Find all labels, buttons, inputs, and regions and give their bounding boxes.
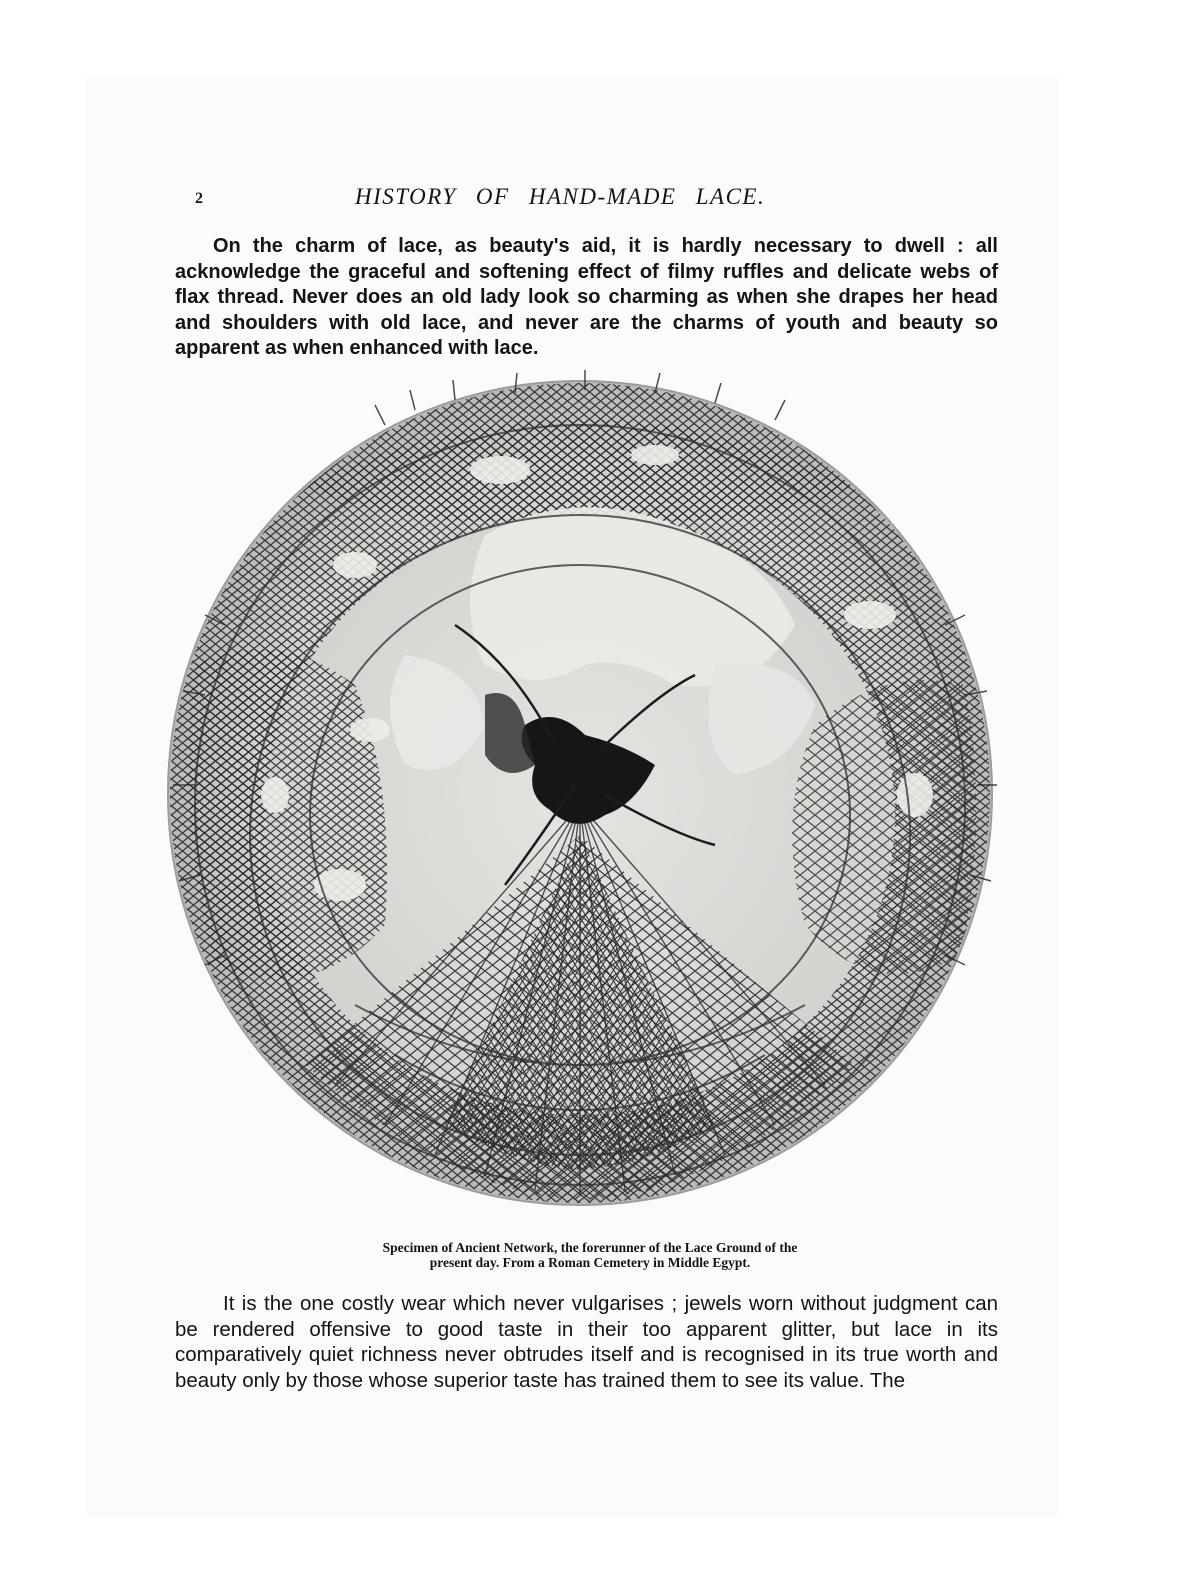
figure-caption <box>240 1240 940 1270</box>
running-title: HISTORY OF HAND-MADE LACE. <box>355 184 766 209</box>
lace-network-figure <box>155 365 1005 1225</box>
running-head <box>175 184 1015 218</box>
paragraph-charm-of-lace: On the charm of lace, as beauty's aid, it is hardly necessary to dwell : all acknowledge the graceful and softening effect of filmy ruffles and delicate webs of flax thread. Never does an old lady look so charming as when she drapes her head and shoulders with old lace, and never are the charms of youth and beauty so apparent as when enhanced with lace. <box>175 235 998 359</box>
ancient-network-illustration <box>155 365 1005 1225</box>
paragraph-costly-wear: It is the one costly wear which never vulgarises ; jewels worn without judgment can be rendered offensive to good taste in their too apparent glitter, but lace in its comparatively quiet richness never obtrudes itself and is recognised in its true worth and beauty only by those whose superior taste has trained them to see its value. The <box>175 1292 998 1392</box>
page-number: 2 <box>195 190 203 207</box>
lace-network <box>170 383 990 1203</box>
figure-caption-line-2: present day. From a Roman Cemetery in Middle Egypt. <box>429 1255 751 1270</box>
figure-caption-line-1: Specimen of Ancient Network, the forerunner of the Lace Ground of the <box>382 1240 798 1255</box>
